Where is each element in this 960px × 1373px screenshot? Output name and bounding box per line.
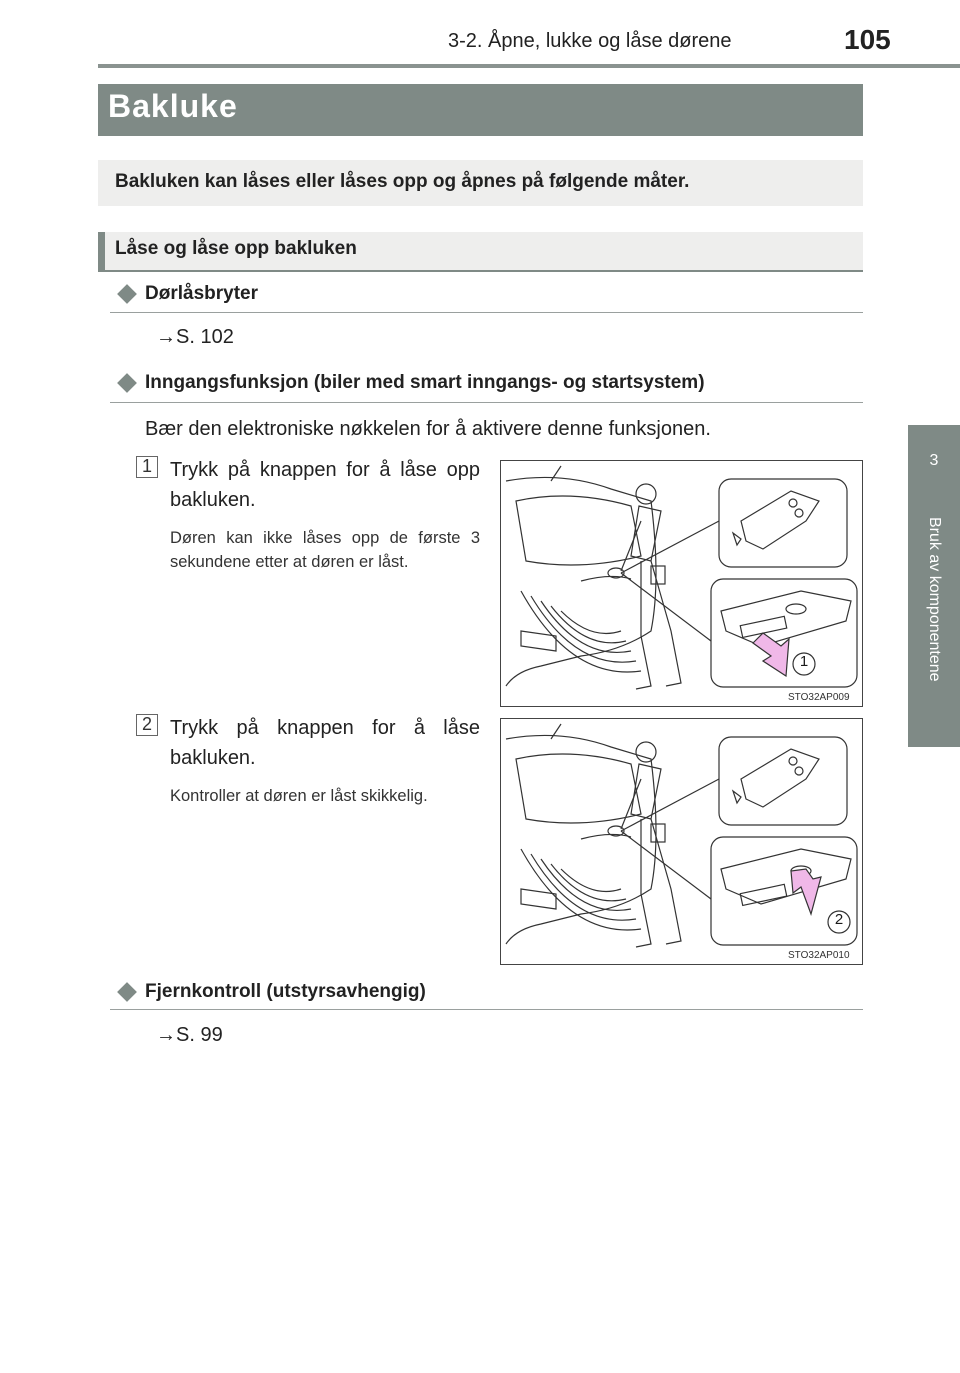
step-number: 1 xyxy=(142,456,153,476)
item-title-entry-function: Inngangsfunksjon (biler med smart inngangs- og startsystem) xyxy=(145,372,705,393)
item-description: Bær den elektroniske nøkkelen for å aktivere denne funksjonen. xyxy=(145,418,711,440)
section-header: 3-2. Åpne, lukke og låse dørene xyxy=(448,30,732,52)
figure-callout-number: 2 xyxy=(834,911,844,928)
item-divider xyxy=(110,402,863,403)
step-note: Døren kan ikke låses opp de første 3 sekundene etter at døren er låst. xyxy=(170,529,480,571)
car-lock-illustration xyxy=(501,719,862,964)
page-reference[interactable]: →S. 102 xyxy=(156,326,234,348)
figure-lock-illustration xyxy=(500,718,863,965)
subheading-underline xyxy=(98,270,863,272)
page-reference[interactable]: →S. 99 xyxy=(156,1024,223,1046)
item-title-door-switch: Dørlåsbryter xyxy=(145,283,258,304)
subheading: Låse og låse opp bakluken xyxy=(115,238,357,259)
page-number: 105 xyxy=(844,24,891,55)
step-text: Trykk på knappen for å låse opp bakluken. xyxy=(170,459,480,511)
step-number: 2 xyxy=(142,714,153,734)
step-note: Kontroller at døren er låst skikkelig. xyxy=(170,787,428,805)
step-text: Trykk på knappen for å låse bakluken. xyxy=(170,717,480,769)
chapter-number: 3 xyxy=(929,452,939,469)
intro-text: Bakluken kan låses eller låses opp og åpnes på følgende måter. xyxy=(115,171,690,192)
diamond-bullet-icon xyxy=(117,284,137,304)
diamond-bullet-icon xyxy=(117,373,137,393)
subheading-accent xyxy=(98,232,105,270)
chapter-label: Bruk av komponentene xyxy=(926,517,943,682)
figure-code: STO32AP010 xyxy=(788,950,850,961)
item-divider xyxy=(110,312,863,313)
page-title: Bakluke xyxy=(108,88,238,124)
diamond-bullet-icon xyxy=(117,982,137,1002)
item-divider xyxy=(110,1009,863,1010)
item-title-remote: Fjernkontroll (utstyrsavhengig) xyxy=(145,981,426,1002)
header-divider xyxy=(98,64,960,68)
figure-code: STO32AP009 xyxy=(788,692,850,703)
figure-callout-number: 1 xyxy=(799,653,809,670)
